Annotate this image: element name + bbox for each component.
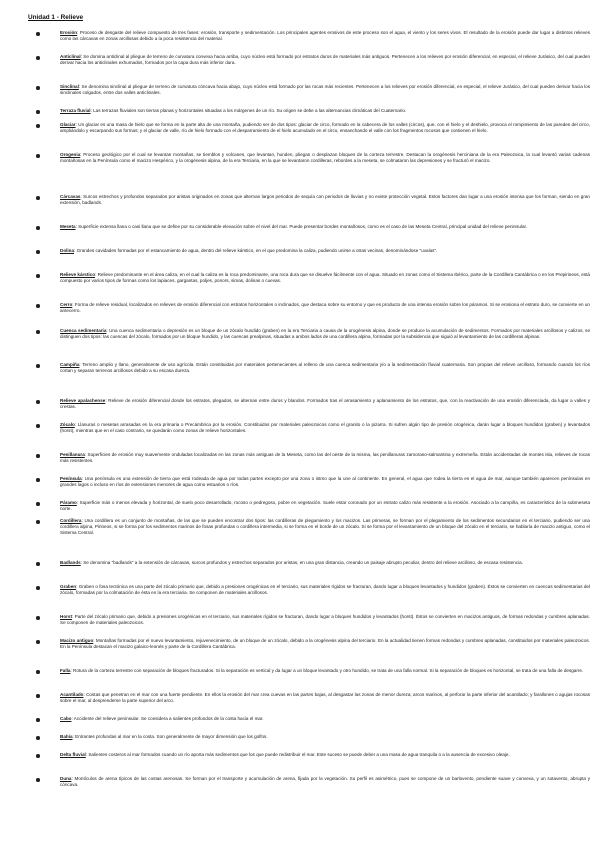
glossary-term: Bahía	[60, 734, 73, 739]
glossary-definition: : Rotura de la corteza terrestre con separación de bloques fracturados. Si la separación es vertical y da lugar a un bloque levantado y otro hundido, se trata de una falla normal. Si la separación de bloques es horizontal, se trata de una falla de desgarre.	[70, 668, 584, 673]
bullet-icon	[36, 424, 40, 428]
glossary-term: Cabo	[60, 716, 72, 721]
bullet-icon	[36, 520, 40, 524]
glossary-term: Orogenia	[60, 152, 81, 157]
glossary-definition: : Terreno amplio y llano, generalmente de uso agrícola. Están constituidas por materiales pertenecientes al relleno de una cuenca sedimentaria y/o a la sedimentación fluvial cuaternaria. Son propias del relieve arcilloso, formando cuando los ríos cortan y separan terrenos arcillosos debido a su escasa dureza.	[60, 362, 590, 374]
bullet-icon	[36, 586, 40, 590]
glossary-definition: : Grandes cavidades formadas por el estancamiento de agua, dentro del relieve kárstico, en el que predomina la caliza, pudiendo unirse a otras vecinas, denominándose "uvalas".	[74, 248, 438, 253]
bullet-icon	[36, 250, 40, 254]
glossary-entry	[60, 668, 590, 674]
bullet-icon	[36, 454, 40, 458]
glossary-entry	[60, 224, 590, 230]
bullet-icon	[36, 694, 40, 698]
glossary-term: Delta fluvial	[60, 752, 86, 757]
glossary-definition: : Montículos de arena típicos de las costas arenosas. Se forman por el transporte y acumulación de arena, fijada por la vegetación. Su perfil es asimétrico, pues se compone de un barlovento, pendiente suave y convexa, y un sotavento, abrupta y cóncava.	[60, 776, 590, 788]
glossary-definition: : Superficies de erosión muy suavemente onduladas localizadas en las zonas más antiguas de la Meseta, como las del oeste de la misma, las penillanuras zamorano-salmantina y extremeña. Están accidentadas de montes isla, relieves de rocas más resistentes.	[60, 452, 590, 464]
bullet-icon	[36, 400, 40, 404]
glossary-entry	[60, 272, 590, 284]
glossary-entry	[60, 302, 590, 314]
glossary-term: Horst	[60, 614, 72, 619]
glossary-term: Cárcavas	[60, 194, 81, 199]
bullet-icon	[36, 56, 40, 60]
glossary-definition: : Relieve predominante en el área caliza, en el cual la caliza es la roca predominante, una roca dura que se disuelve fácilmente con el agua. Situado en zonas como el Sistema Ibérico, parte de la Cordillera Cantábrica o en los Prepirineos, está compuesto por varios tipos de formas como los lapiaces, gargantas, poljes, ponors, simas, dolinas o cuevas.	[60, 272, 590, 284]
glossary-entry	[60, 518, 590, 536]
glossary-definition: : Accidente del relieve peninsular. Se considera a salientes profundos de la costa hacia el mar.	[71, 716, 264, 721]
bullet-icon	[36, 778, 40, 782]
glossary-entry	[60, 152, 590, 164]
glossary-definition: : Las terrazas fluviales son tierras planas y horizontales situadas a los márgenes de un río. Su origen se debe a las alternancias climáticas del Cuaternario.	[90, 108, 407, 113]
glossary-term: Meseta	[60, 224, 76, 229]
glossary-term: Sinclinal	[60, 84, 79, 89]
glossary-term: Cuenca sedimentaria	[60, 328, 107, 333]
bullet-icon	[36, 304, 40, 308]
glossary-definition: : Superficie extensa llana o casi llana que se define por su considerable elevación sobre el nivel del mar. Puede presentar bordes montañosos, como es el caso de las Meseta Central, principal unidad del relieve peninsular.	[75, 224, 528, 229]
glossary-definition: : Llanuras o mesetas arrasadas en la era primaria o Precámbrica por la erosión. Constituidos por materiales paleozoicos como el granito o la pizarra. Si sufren algún tipo de presión orogénica, darán lugar a bloques hundidos (graben) y levantados (horst), mientras que en el caso contrario, se quedarán como zonas de relieve horizontales.	[60, 422, 590, 434]
bullet-icon	[36, 670, 40, 674]
bullet-icon	[36, 562, 40, 566]
glossary-term: Cordillera	[60, 518, 82, 523]
glossary-entry	[60, 476, 590, 488]
glossary-entry	[60, 734, 590, 740]
document-title: Unidad 1 - Relieve	[28, 14, 84, 21]
glossary-term: Páramo	[60, 500, 77, 505]
glossary-term: Glaciar	[60, 122, 76, 127]
glossary-term: Anticlinal	[60, 54, 81, 59]
glossary-entry	[60, 692, 590, 704]
bullet-icon	[36, 364, 40, 368]
glossary-term: Cerro	[60, 302, 73, 307]
glossary-entry	[60, 500, 590, 512]
glossary-definition: : Parte del zócalo primario que, debido a presiones orogénicas en el terciario, sus materiales rígidos se fracturan, dando lugar a bloques hundidos y levantados (horst). Éstos se convierten en macizos antiguos, de formas redondas y cumbres aplanadas. Se componen de materiales paleozoicos.	[60, 614, 590, 626]
glossary-term: Badlands	[60, 560, 81, 565]
glossary-entry	[60, 452, 590, 464]
glossary-definition: : Surcos estrechos y profundos separados por aristas originados en zonas que alternan largos periodos de sequía con periodos de lluvias y no existe protección vegetal. Estos factores dan lugar a una erosión intensa que los forman, siendo en gran extensión, badlands.	[60, 194, 590, 206]
bullet-icon	[36, 736, 40, 740]
bullet-icon	[36, 478, 40, 482]
glossary-term: Falla	[60, 668, 71, 673]
glossary-definition: : Una península es una extensión de tierra que está rodeada de agua por todas partes excepto por una zona o istmo que la une al continente. En general, el agua que rodea la tierra es el agua de mar, aunque también aparecen penínsulas en grandes lagos o incluso en ríos de extensiones menores de agua como estuarios o ríos.	[60, 476, 590, 488]
glossary-entry	[60, 248, 590, 254]
glossary-entry	[60, 584, 590, 596]
glossary-term: Terraza fluvial	[60, 108, 91, 113]
glossary-entry	[60, 398, 590, 410]
glossary-definition: : Costas que penetran en el mar con una fuerte pendiente. En ellos la erosión del mar crea cuevas en las partes bajas, al desgastar las zonas de menor dureza; arcos marinos, al perforar la parte inferior del acantilado; y farallones o agujas rocosas sobre el mar, al desprenderse la parte superior del arco.	[60, 692, 590, 704]
glossary-definition: : Proceso geológico por el cual se levantan montañas, se tiemblos y volcanes, que levantan, hunden, pliegan o desplazan bloques de la corteza terrestre. Destacan la orogénesis herciniana de la era Paleozoica, la cual levantó varias cadenas montañosas en la Península como el macizo Hespérico, y la orogénesis alpina, de la era Terciaria, en la que se levantaron cordilleras, rebordes a la meseta, se colmataron las depresiones y se fracturó el macizo.	[60, 152, 590, 164]
bullet-icon	[36, 32, 40, 36]
bullet-icon	[36, 226, 40, 230]
bullet-icon	[36, 154, 40, 158]
bullet-icon	[36, 718, 40, 722]
glossary-entry	[60, 30, 590, 42]
glossary-definition: : Montañas formadas por el nuevo levantamiento, rejuvenecimiento, de un bloque de un zócalo, debido a la orogénesis alpina del terciario. En la actualidad tienen formas redondas y cumbres aplanadas, constituidos por materiales paleozoicos. En la Península destacan el macizo galaico-leonés y parte de la Cordillera Cantábrica.	[60, 638, 590, 650]
glossary-term: Acantilado	[60, 692, 84, 697]
glossary-definition: : Salientes costeros al mar formados cuando un río aporta más sedimentos que los que puede redistribuir el mar. Este suceso se puede deber a una masa de agua tranquila o a la ausencia de excesivo oleaje.	[85, 752, 510, 757]
glossary-definition: : Se denomina "badlands" a la extensión de cárcavas, surcos profundos y estrechos separados por aristas, en una gran distancia, creando un paisaje abrupto peculiar, dentro del relieve arcilloso, de escasa resistencia.	[80, 560, 523, 565]
bullet-icon	[36, 330, 40, 334]
glossary-entry	[60, 194, 590, 206]
glossary-term: Campiña	[60, 362, 80, 367]
glossary-definition: : Entrantes profundas al mar en la costa. Son generalmente de mayor dimensión que los golfos.	[72, 734, 268, 739]
glossary-entry	[60, 362, 590, 374]
bullet-icon	[36, 110, 40, 114]
bullet-icon	[36, 274, 40, 278]
bullet-icon	[36, 754, 40, 758]
glossary-definition: : Se domina anticlinal al pliegue de terreno de curvatura convexa hacia arriba, cuyo núcleo está formado por estratos duros de materiales más antiguos. Pertenecen a los relieves por erosión diferencial, en especial, el relieve Jurásico, del cual pueden derivar hacia los anticlinales exhumados, formados por la capa dura más inferior dura.	[60, 54, 590, 66]
glossary-entry	[60, 614, 590, 626]
glossary-entry	[60, 122, 590, 134]
glossary-term: Erosión	[60, 30, 78, 35]
glossary-entry	[60, 108, 590, 114]
glossary-definition: : Superficie más o menos elevada y horizontal, de suelo poco desarrollado, rocoso o pedregoso, pobre en vegetación. Suele estar coronado por un estrato calizo más resistente a la erosión. Asociado a la campiña, es característico de la submeseta norte.	[60, 500, 590, 512]
bullet-icon	[36, 86, 40, 90]
glossary-definition: : Una cordillera es un conjunto de montañas, de las que se pueden encontrar dos tipos: las cordilleras de plegamiento y los macizos. Las primeras, se forman por el plegamiento de los sedimentos secundarios en el terciario, pudiendo ser una cordillera alpina, Pirineos, si se forma por los sedimentos marinos de fosas profundas o cordillera intermedia, si se forma en el borde de un zócalo. Si se forma por el levantamiento de un bloque del zócalo en el terciario, se hablaría de macizo antiguo, como el Sistema Central.	[60, 518, 590, 536]
bullet-icon	[36, 196, 40, 200]
glossary-entry	[60, 716, 590, 722]
bullet-icon	[36, 616, 40, 620]
glossary-definition: : Relieve de erosión diferencial donde los estratos, plegados, se alternan entre duros y blandos. Formados tras el arrasamiento y aplanamiento de los estratos, que, con la reactivación de una erosión diferenciada, da lugar a valles y crestas.	[60, 398, 590, 410]
glossary-definition: : Proceso de desgaste del relieve compuesto de tres fases: erosión, transporte y sedimentación. Los principales agentes erosivos de este proceso son el agua, el viento y los seres vivos. El resultado de la erosión puede dar lugar a distintos relieves como las cárcavas en zonas arcillosas debido a la poca resistencia del material.	[60, 30, 590, 42]
glossary-term: Relieve apalachense	[60, 398, 106, 403]
glossary-term: Zócalo	[60, 422, 75, 427]
glossary-entry	[60, 328, 590, 340]
glossary-entry	[60, 422, 590, 434]
glossary-entry	[60, 776, 590, 788]
glossary-entry	[60, 560, 590, 566]
glossary-definition: : Un glaciar es una masa de hielo que se forma en la parte alta de una montaña, pudiendo ser de dos tipos: glaciar de circo, formado en la cabecera de los valles (circos), que, con el hielo y el deshielo, provoca el rompimiento de las paredes del circo, ampliándolo y escarpando sus formas; y el glaciar de valle, río de hielo formado con el desparramiento de el hielo acumulado en el circo, ensanchando el valle con los fragmentos rocosos que contienen el hielo.	[60, 122, 590, 134]
glossary-definition: : Una cuenca sedimentaria o depresión es un bloque de un zócalo hundido (graben) en la era Terciaria a causa de la orogénesis alpina, donde se produce la acumulación de sedimentos. Formados por materiales arcillosos y calizos, se distinguen dos tipos: las cuencas del zócalo, formados por un bloque hundido, y las cuencas prealpinas, situadas a ambos lados de una cordillera alpina, formadas por la subsidencia que siguió al levantamiento de las cordilleras alpinas.	[60, 328, 591, 340]
glossary-entry	[60, 638, 590, 650]
glossary-term: Duna	[60, 776, 72, 781]
glossary-term: Relieve kárstico	[60, 272, 96, 277]
glossary-definition: : Forma de relieve residual, localizados en relieves de erosión diferencial con estratos horizontales o inclinados, que destaca sobre su entorno y que es producto de una intensa erosión sobre los páramos. Si se erosiona el estrato duro, se convierte en un antecerro.	[60, 302, 590, 314]
glossary-definition: : Se denomina sinclinal al pliegue de terreno de curvatura cóncava hacia abajo, cuyo núcleo está formado por las rocas más recientes. Pertenecen a los relieves por erosión diferencial, en especial, el relieve Jurásico, del cual pueden derivar hacia los sinclinales colgados, entre dos valles anticlinales.	[60, 84, 590, 96]
glossary-term: Dolina	[60, 248, 75, 253]
bullet-icon	[36, 502, 40, 506]
glossary-definition: : Graben o fosa tectónica es una parte del zócalo primario que, debido a presiones orogénicas en el terciario, sus materiales rígidos se fracturan, dando lugar a bloques levantados y hundidos (graben). Éstos se convierten en cuencas sedimentarias del zócalo, formadas por la colmatación de ésta en la era terciaria. Se componen de materiales arcillosos.	[60, 584, 590, 596]
bullet-icon	[36, 124, 40, 128]
glossary-entry	[60, 54, 590, 66]
glossary-term: Penillanura	[60, 452, 85, 457]
glossary-entry	[60, 84, 590, 96]
glossary-term: Península	[60, 476, 82, 481]
bullet-icon	[36, 640, 40, 644]
glossary-entry	[60, 752, 590, 758]
glossary-term: Macizo antiguo	[60, 638, 94, 643]
glossary-term: Graben	[60, 584, 77, 589]
